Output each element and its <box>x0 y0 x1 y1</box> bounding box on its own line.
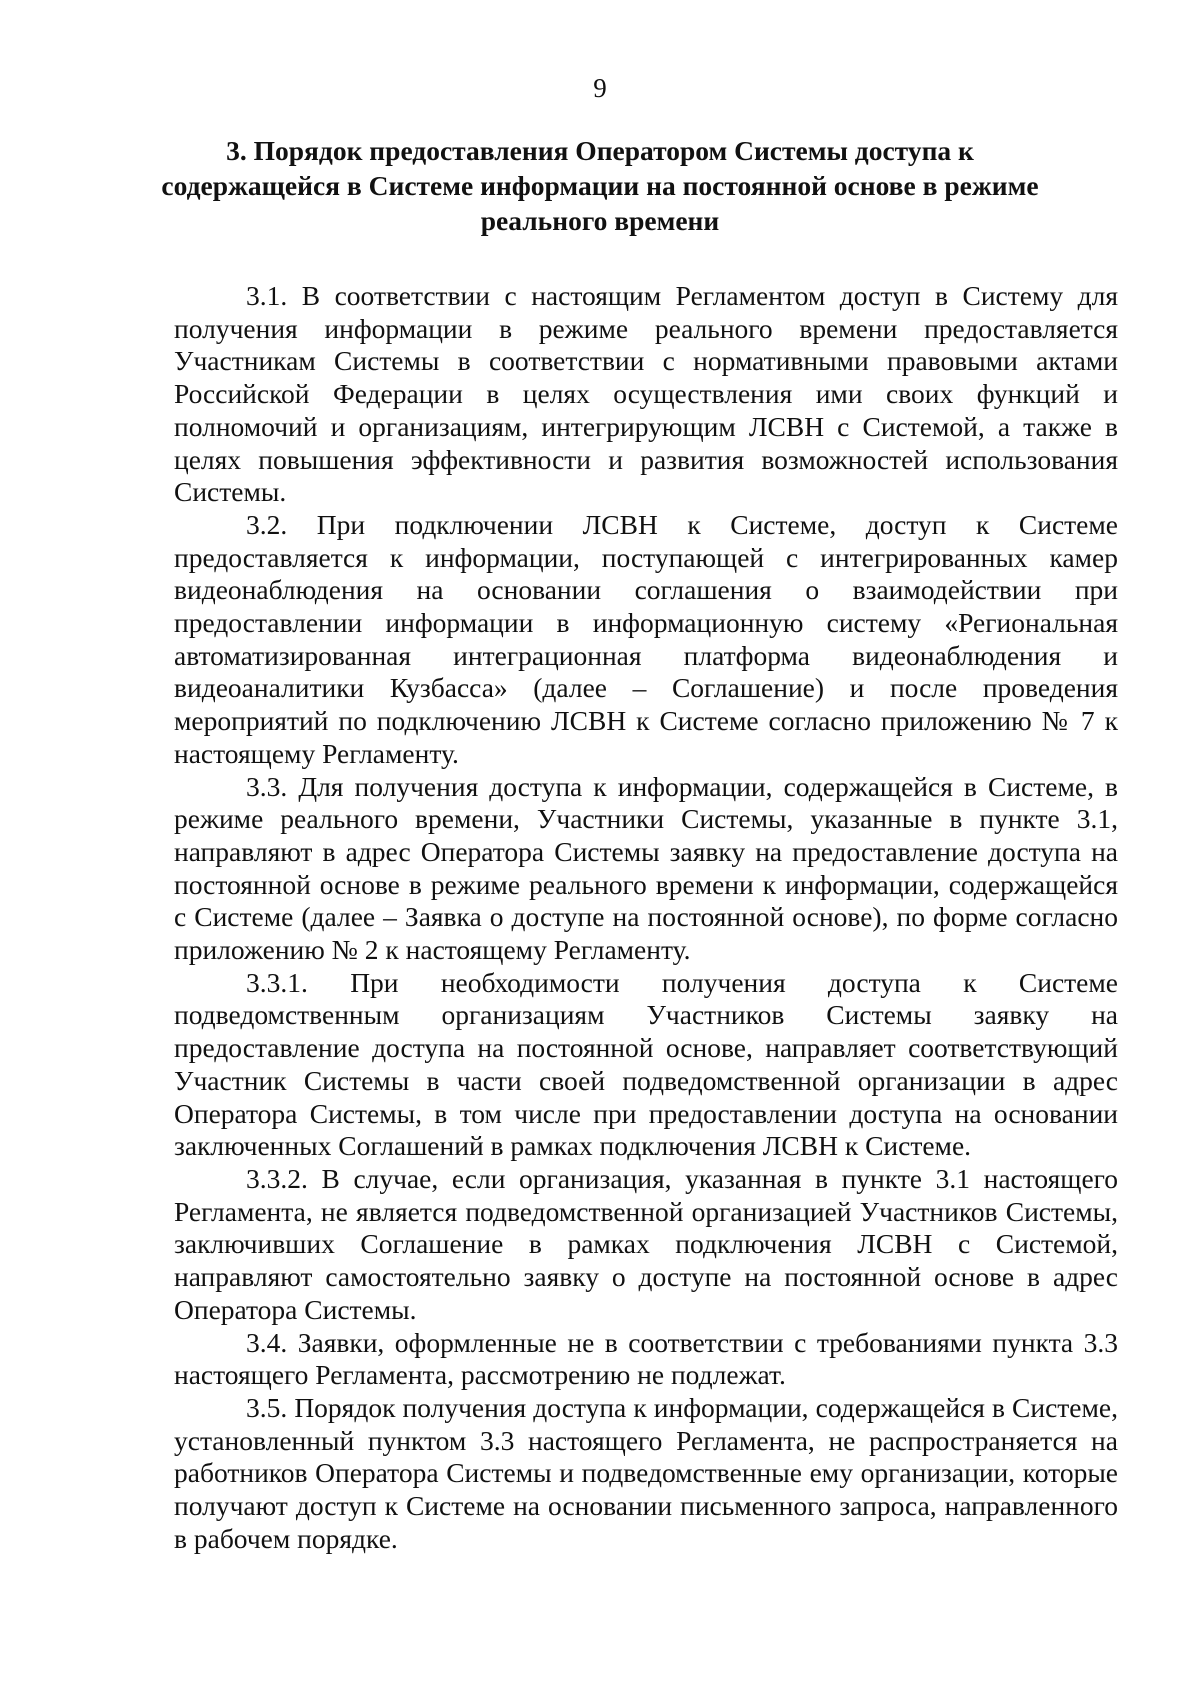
paragraph-3-1: 3.1. В соответствии с настоящим Регламентом доступ в Систему для получения информации в режиме реального времени предоставляется Участникам Системы в соответствии с нормативными правовыми актами Российской Федерации в целях осуществления ими своих функций и полномочий и организациям, интегрирующим ЛСВН с Системой, а также в целях повышения эффективности и развития возможностей использования Системы. <box>174 280 1118 508</box>
section-heading-line: содержащейся в Системе информации на постоянной основе в режиме <box>161 170 1039 201</box>
paragraph-3-3-2: 3.3.2. В случае, если организация, указанная в пункте 3.1 настоящего Регламента, не является подведомственной организацией Участников Системы, заключивших Соглашение в рамках подключения ЛСВН с Системой, направляют самостоятельно заявку о доступе на постоянной основе в адрес Оператора Системы. <box>174 1162 1118 1325</box>
section-heading-line: 3. Порядок предоставления Оператором Системы доступа к <box>226 135 974 166</box>
paragraph-3-2: 3.2. При подключении ЛСВН к Системе, доступ к Системе предоставляется к информации, поступающей с интегрированных камер видеонаблюдения на основании соглашения о взаимодействии при предоставлении информации в информационную систему «Региональная автоматизированная интеграционная платформа видеонаблюдения и видеоаналитики Кузбасса» (далее – Соглашение) и после проведения мероприятий по подключению ЛСВН к Системе согласно приложению № 7 к настоящему Регламенту. <box>174 508 1118 769</box>
section-heading-line: реального времени <box>480 205 720 236</box>
paragraph-3-3: 3.3. Для получения доступа к информации, содержащейся в Системе, в режиме реального времени, Участники Системы, указанные в пункте 3.1, направляют в адрес Оператора Системы заявку на предоставление доступа на постоянной основе в режиме реального времени к информации, содержащейся с Системе (далее – Заявка о доступе на постоянной основе), по форме согласно приложению № 2 к настоящему Регламенту. <box>174 770 1118 966</box>
page-number: 9 <box>593 73 607 103</box>
paragraph-3-5: 3.5. Порядок получения доступа к информации, содержащейся в Системе, установленный пунктом 3.3 настоящего Регламента, не распространяется на работников Оператора Системы и подведомственные ему организации, которые получают доступ к Системе на основании письменного запроса, направленного в рабочем порядке. <box>174 1391 1118 1554</box>
paragraph-3-4: 3.4. Заявки, оформленные не в соответствии с требованиями пункта 3.3 настоящего Регламента, рассмотрению не подлежат. <box>174 1326 1118 1391</box>
section-heading <box>150 133 1050 238</box>
section-body <box>174 280 1118 1555</box>
paragraph-3-3-1: 3.3.1. При необходимости получения доступа к Системе подведомственным организациям Участников Системы заявку на предоставление доступа на постоянной основе, направляет соответствующий Участник Системы в части своей подведомственной организации в адрес Оператора Системы, в том числе при предоставлении доступа на основании заключенных Соглашений в рамках подключения ЛСВН к Системе. <box>174 966 1118 1162</box>
